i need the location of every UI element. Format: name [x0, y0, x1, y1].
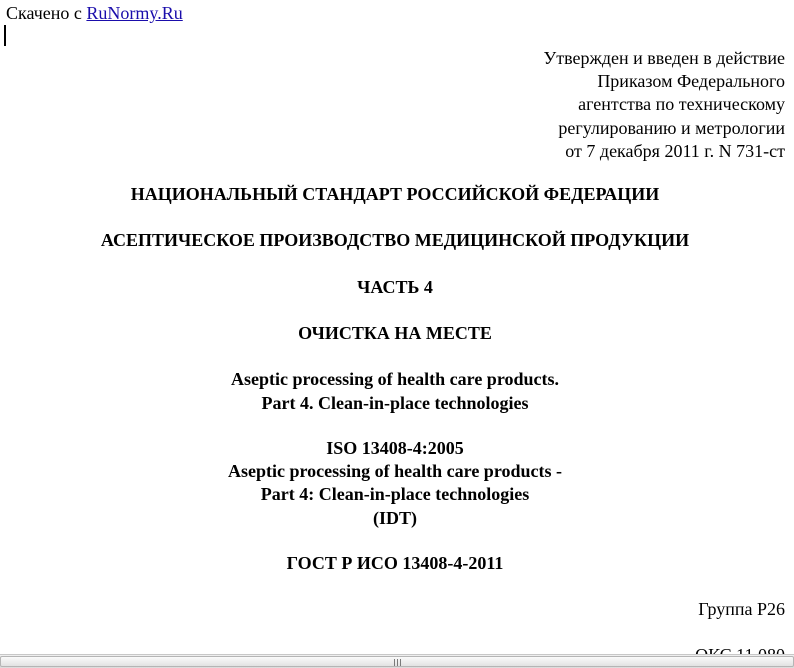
scrollbar-thumb[interactable]	[0, 656, 794, 667]
approval-line: Утвержден и введен в действие	[543, 48, 785, 68]
iso-reference	[0, 437, 790, 530]
english-title	[0, 368, 790, 415]
grip-icon	[393, 659, 403, 666]
iso-title-line: Part 4: Clean-in-place technologies	[260, 484, 530, 505]
approval-line: Приказом Федерального	[597, 71, 785, 92]
topic-title: ОЧИСТКА НА МЕСТЕ	[298, 323, 492, 343]
downloaded-from-line	[6, 2, 183, 24]
downloaded-prefix: Скачено с	[6, 3, 82, 23]
approval-line: агентства по техническому	[578, 94, 785, 115]
english-title-line: Aseptic processing of health care products.	[231, 369, 559, 389]
approval-line: регулированию и метрологии	[558, 117, 785, 138]
horizontal-scrollbar[interactable]	[0, 654, 794, 668]
text-cursor	[4, 25, 6, 46]
subject-title: АСЕПТИЧЕСКОЕ ПРОИЗВОДСТВО МЕДИЦИНСКОЙ ПРОДУКЦИИ	[100, 230, 690, 250]
iso-title-line: Aseptic processing of health care products -	[228, 461, 562, 482]
english-title-line: Part 4. Clean-in-place technologies	[261, 392, 529, 413]
gost-designation: ГОСТ Р ИСО 13408-4-2011	[286, 553, 504, 573]
group-code: Группа Р26	[698, 599, 785, 619]
iso-code: ISO 13408-4:2005	[326, 438, 464, 458]
standard-title: НАЦИОНАЛЬНЫЙ СТАНДАРТ РОССИЙСКОЙ ФЕДЕРАЦИИ	[130, 184, 660, 204]
iso-degree: (IDT)	[373, 507, 417, 528]
approval-block	[543, 47, 785, 163]
approval-line: от 7 декабря 2011 г. N 731-ст	[565, 140, 785, 161]
part-title: ЧАСТЬ 4	[357, 277, 433, 297]
runormy-link[interactable]: RuNormy.Ru	[86, 3, 183, 23]
